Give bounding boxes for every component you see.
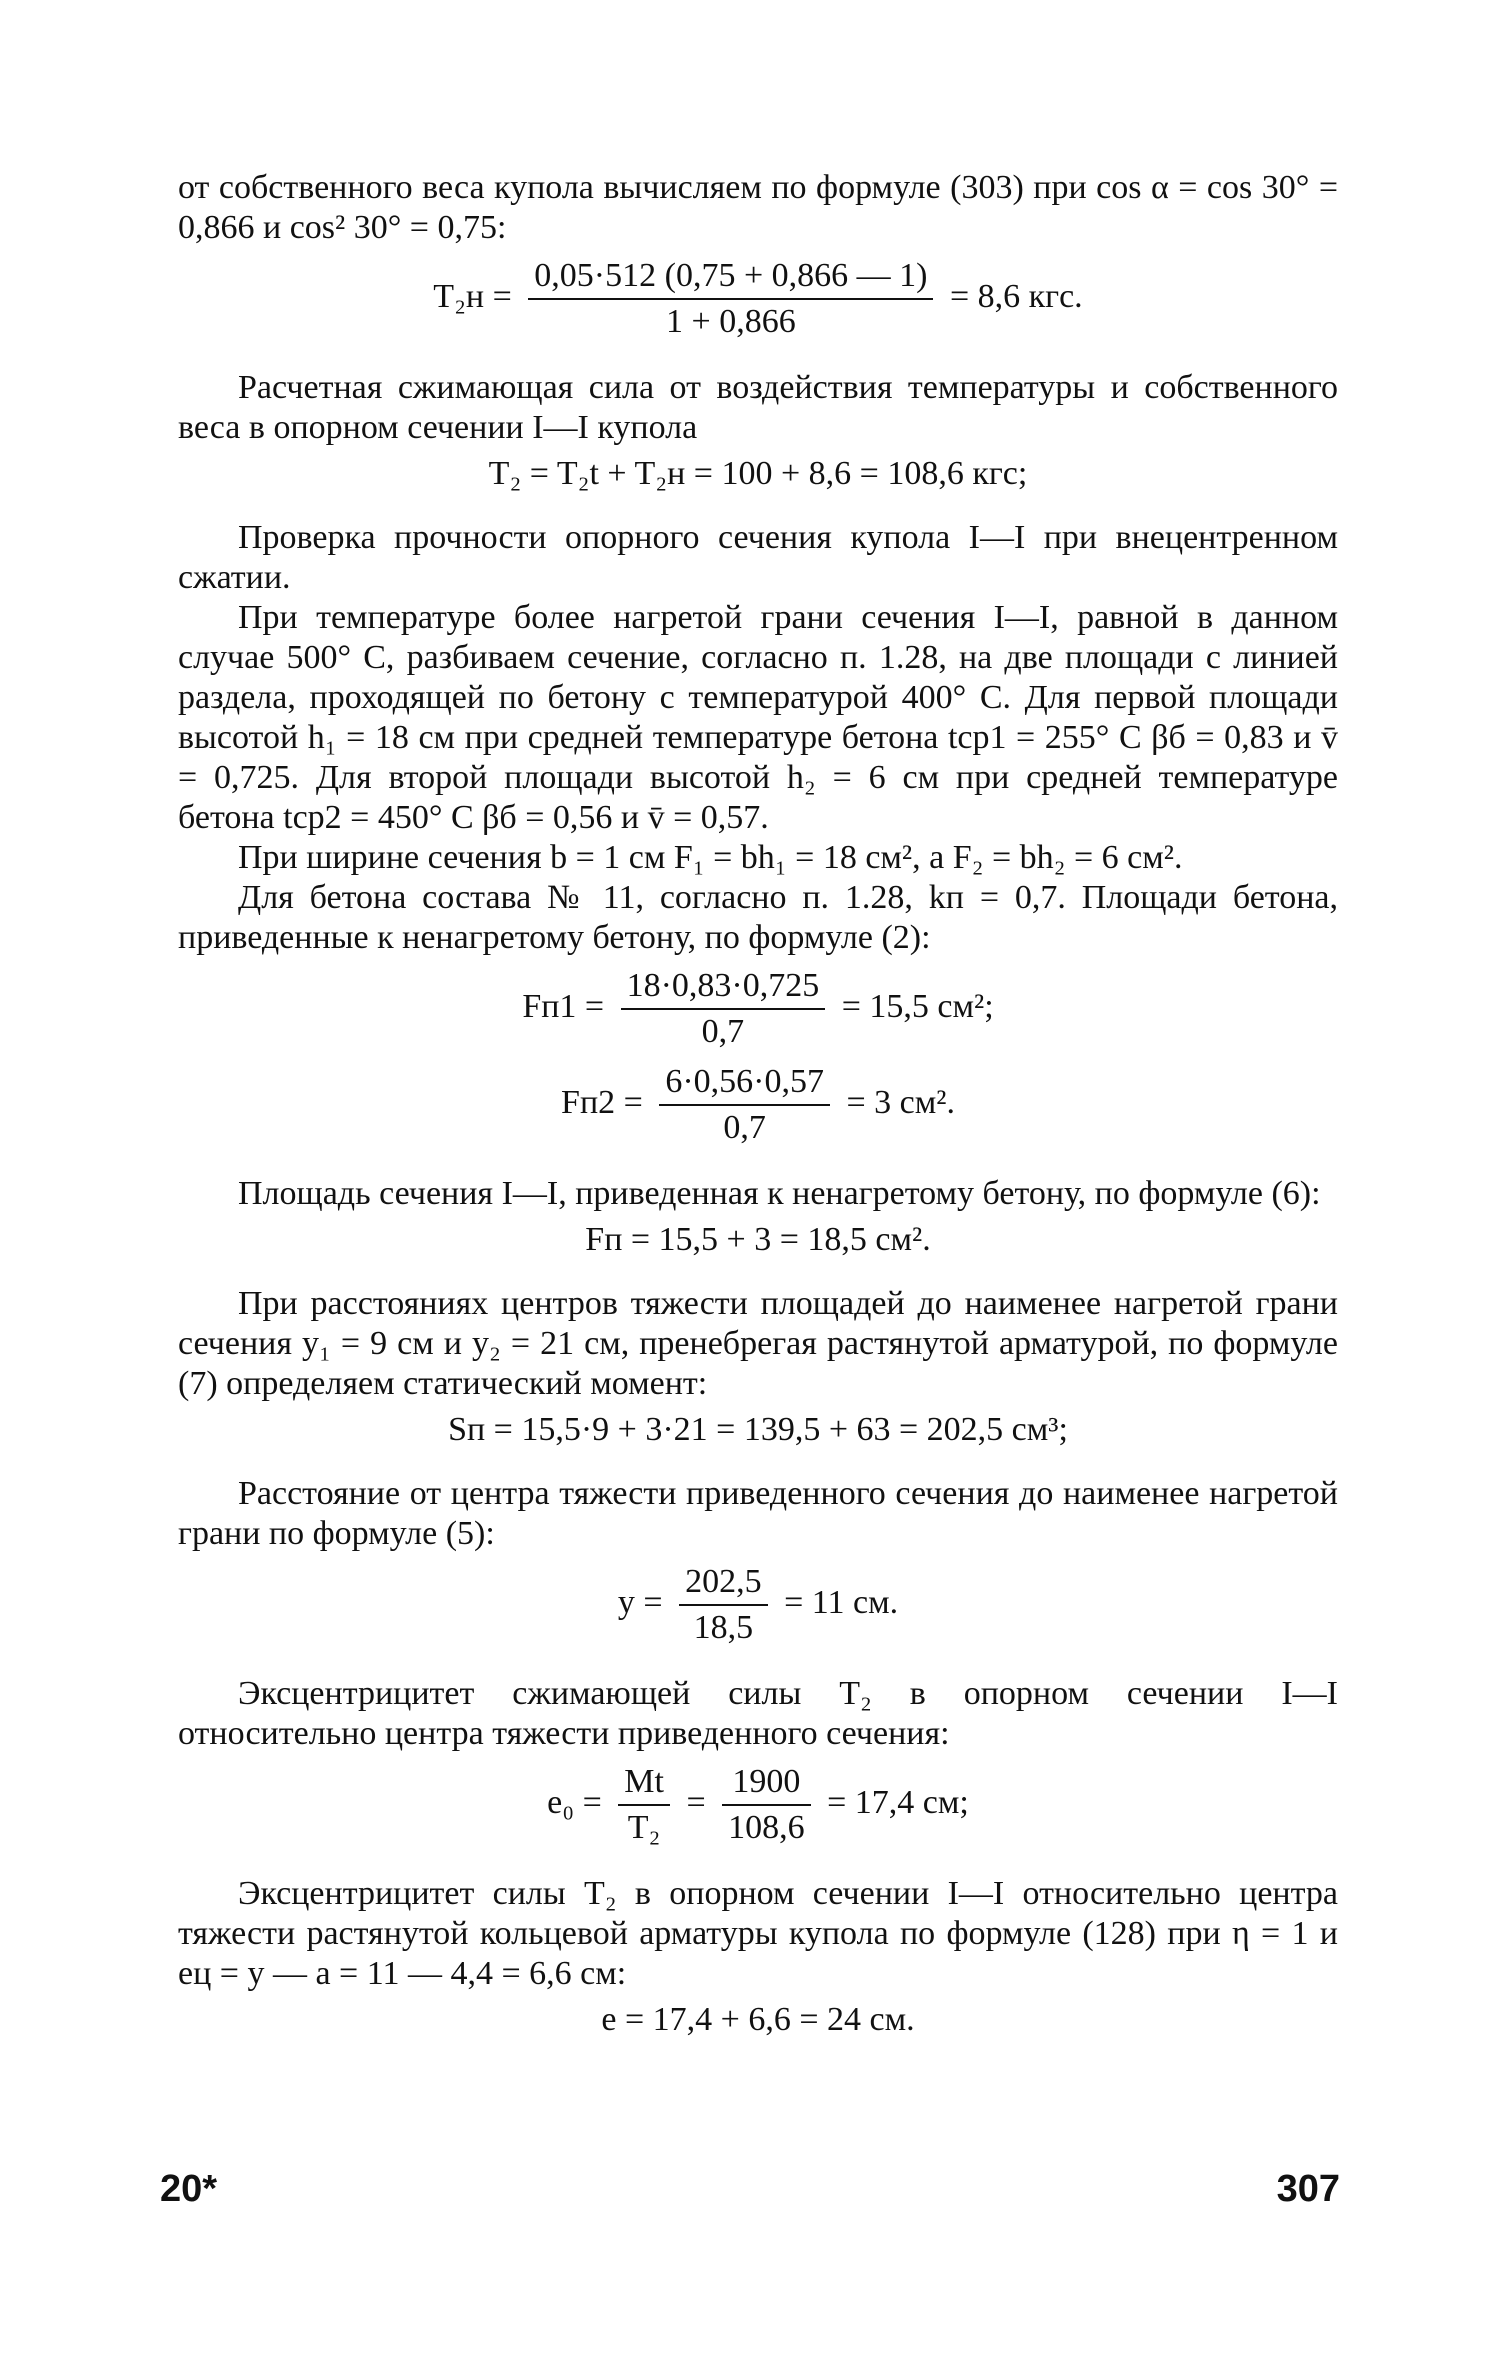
denominator: 108,6 bbox=[728, 1809, 805, 1846]
equation-fp2 bbox=[178, 1060, 1338, 1150]
page-number: 307 bbox=[1276, 2168, 1340, 2210]
numerator: 6·0,56·0,57 bbox=[659, 1060, 830, 1106]
fraction bbox=[722, 1760, 811, 1850]
equation-lhs: Fп1 = bbox=[522, 987, 605, 1025]
numerator: 1900 bbox=[722, 1760, 811, 1806]
fraction bbox=[528, 254, 933, 344]
equation-fp1 bbox=[178, 964, 1338, 1054]
numerator: 0,05·512 (0,75 + 0,866 — 1) bbox=[528, 254, 933, 300]
equation-lhs: Fп2 = bbox=[561, 1083, 643, 1121]
fraction bbox=[618, 1760, 670, 1850]
paragraph: При расстояниях центров тяжести площадей до наименее нагретой грани сечения y₁ = 9 см и y₂ = 21 см, пренебрегая растянутой арматурой, по формуле (7) определяем статический момент: bbox=[178, 1285, 1338, 1402]
equation-rhs: = 11 см. bbox=[784, 1583, 899, 1621]
denominator: 0,7 bbox=[701, 1013, 745, 1050]
equation-t2h bbox=[178, 254, 1338, 344]
paragraph: При температуре более нагретой грани сечения I—I, равной в данном случае 500° С, разбиваем сечение, согласно п. 1.28, на две площади с линией раздела, проходящей по бетону с температурой 400° С. Для первой площади высотой h₁ = 18 см при средней температуре бетона tср1 = 255° С βб = 0,83 и v̄ = 0,725. Для второй площади высотой h₂ = 6 см при средней температуре бетона tср2 = 450° С βб = 0,56 и v̄ = 0,57. bbox=[178, 599, 1338, 836]
denominator: 1 + 0,866 bbox=[666, 303, 796, 340]
numerator: 18·0,83·0,725 bbox=[621, 964, 826, 1010]
equation-fp: Fп = 15,5 + 3 = 18,5 см². bbox=[585, 1221, 931, 1258]
paragraph: от собственного веса купола вычисляем по формуле (303) при cos α = cos 30° = 0,866 и cos² 30° = 0,75: bbox=[178, 169, 1338, 246]
numerator: 202,5 bbox=[679, 1560, 768, 1606]
denominator: T₂ bbox=[627, 1809, 661, 1846]
equation-lhs: e₀ = bbox=[547, 1783, 602, 1821]
equation-e0 bbox=[178, 1760, 1338, 1850]
paragraph: Расстояние от центра тяжести приведенного сечения до наименее нагретой грани по формуле (5): bbox=[178, 1475, 1338, 1552]
equation-lhs: y = bbox=[617, 1583, 663, 1621]
paragraph: Эксцентрицитет силы T₂ в опорном сечении I—I относительно центра тяжести растянутой кольцевой арматуры купола по формуле (128) при η = 1 и eц = y — a = 11 — 4,4 = 6,6 см: bbox=[178, 1875, 1338, 1992]
paragraph: Для бетона состава № 11, согласно п. 1.28, kп = 0,7. Площади бетона, приведенные к ненагретому бетону, по формуле (2): bbox=[178, 879, 1338, 956]
fraction bbox=[679, 1560, 768, 1650]
equation-rhs: = 3 см². bbox=[846, 1083, 955, 1121]
equation-rhs: = 17,4 см; bbox=[827, 1783, 969, 1821]
equation-sp: Sп = 15,5·9 + 3·21 = 139,5 + 63 = 202,5 см³; bbox=[448, 1411, 1068, 1448]
paragraph: Площадь сечения I—I, приведенная к ненагретому бетону, по формуле (6): bbox=[238, 1175, 1321, 1212]
equation-y bbox=[178, 1560, 1338, 1650]
numerator: Mt bbox=[618, 1760, 670, 1806]
fraction bbox=[621, 964, 826, 1054]
fraction bbox=[659, 1060, 830, 1150]
denominator: 18,5 bbox=[693, 1609, 754, 1646]
signature-mark: 20* bbox=[160, 2168, 218, 2210]
paragraph: При ширине сечения b = 1 см F₁ = bh₁ = 18 см², а F₂ = bh₂ = 6 см². bbox=[238, 839, 1183, 876]
paragraph: Проверка прочности опорного сечения купола I—I при внецентренном сжатии. bbox=[178, 519, 1338, 596]
paragraph: Расчетная сжимающая сила от воздействия температуры и собственного веса в опорном сечении I—I купола bbox=[178, 369, 1338, 446]
equation-rhs: = 15,5 см²; bbox=[841, 987, 994, 1025]
equation-e: e = 17,4 + 6,6 = 24 см. bbox=[601, 2001, 915, 2038]
page-text bbox=[178, 168, 1338, 2046]
equals-sign: = bbox=[686, 1783, 706, 1821]
denominator: 0,7 bbox=[723, 1109, 766, 1146]
paragraph: Эксцентрицитет сжимающей силы T₂ в опорном сечении I—I относительно центра тяжести приведенного сечения: bbox=[178, 1675, 1338, 1752]
equation-lhs: T₂н = bbox=[433, 277, 512, 315]
equation-t2: T₂ = T₂t + T₂н = 100 + 8,6 = 108,6 кгс; bbox=[488, 455, 1028, 492]
equation-rhs: = 8,6 кгс. bbox=[949, 277, 1083, 315]
